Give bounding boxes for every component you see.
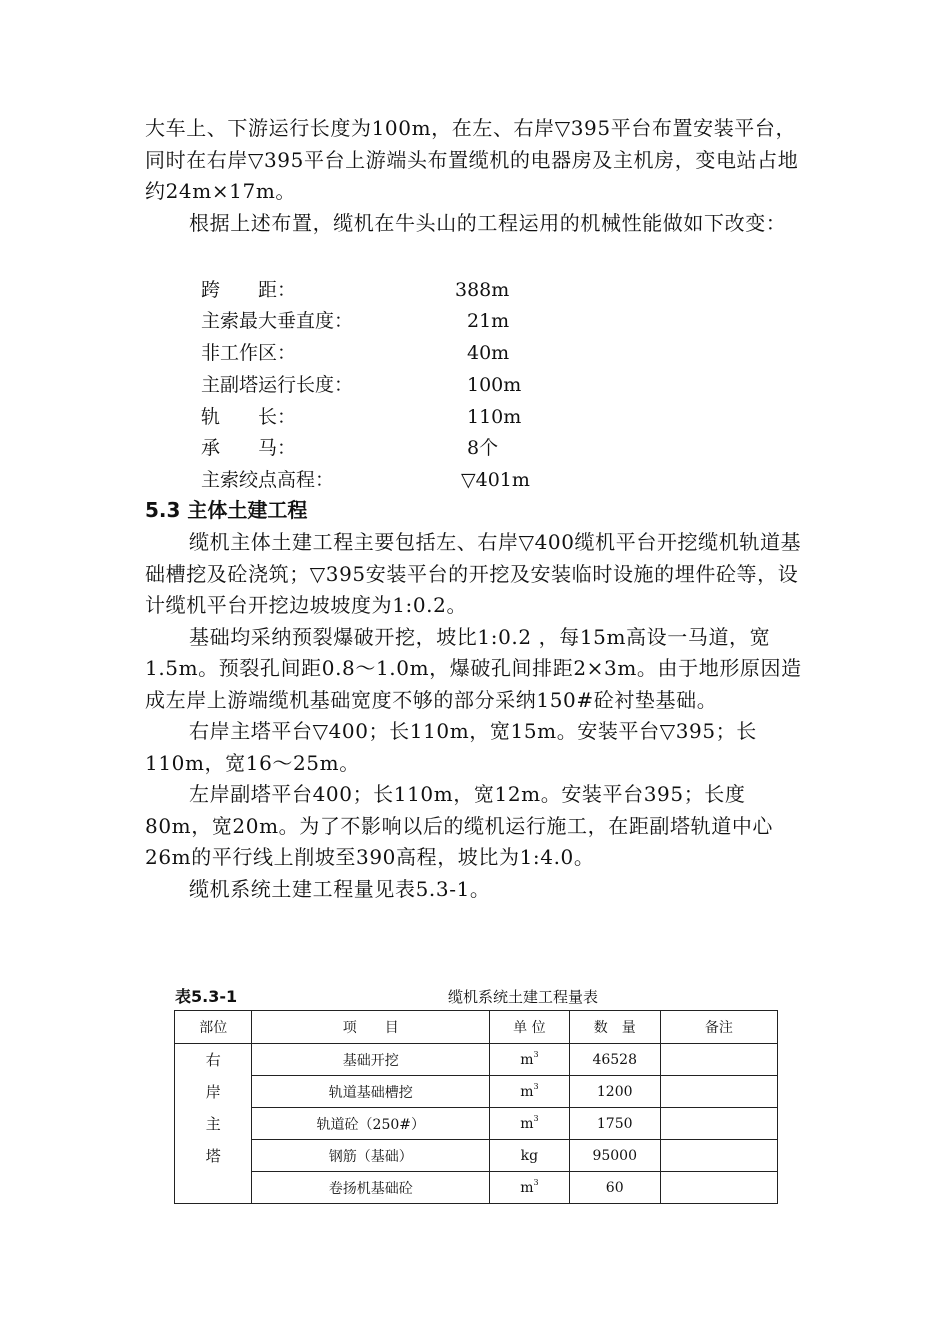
group-char: 右 bbox=[205, 1051, 221, 1069]
unit-text: m bbox=[520, 1179, 534, 1196]
table-number: 表5.3-1 bbox=[175, 987, 238, 1006]
intro-text bbox=[145, 113, 810, 239]
qty-cell: 60 bbox=[569, 1172, 660, 1204]
unit-text: kg bbox=[520, 1147, 539, 1164]
table-row bbox=[175, 1108, 778, 1140]
spec-value: ▽401m bbox=[461, 469, 530, 491]
spec-label: 主索绞点高程： bbox=[201, 469, 335, 491]
item-cell: 轨道基础槽挖 bbox=[252, 1076, 490, 1108]
paragraph-performance-intro: 根据上述布置，缆机在牛头山的工程运用的机械性能做如下改变： bbox=[189, 210, 787, 235]
header-cell: 项 目 bbox=[252, 1011, 490, 1044]
unit-text: m bbox=[520, 1083, 534, 1100]
qty-cell: 1750 bbox=[569, 1108, 660, 1140]
note-cell bbox=[660, 1044, 777, 1076]
paragraph-scope: 缆机主体土建工程主要包括左、右岸▽400缆机平台开挖缆机轨道基础槽挖及砼浇筑；▽395安装平台的开挖及安装临时设施的埋件砼等，设计缆机平台开挖边坡坡度为1:0.2。 bbox=[145, 530, 802, 617]
qty-cell: 46528 bbox=[569, 1044, 660, 1076]
spec-value: 40m bbox=[467, 342, 510, 364]
unit-sup: 3 bbox=[533, 1049, 539, 1059]
spec-label: 承 马： bbox=[201, 437, 297, 459]
note-cell bbox=[660, 1108, 777, 1140]
unit-text: m bbox=[520, 1115, 534, 1132]
table-row bbox=[175, 1076, 778, 1108]
qty-cell: 1200 bbox=[569, 1076, 660, 1108]
paragraph-table-ref: 缆机系统土建工程量见表5.3-1。 bbox=[189, 876, 491, 901]
spec-label: 跨 距： bbox=[201, 279, 297, 301]
header-cell: 备注 bbox=[660, 1011, 777, 1044]
paragraph-trolley-layout: 大车上、下游运行长度为100m，在左、右岸▽395平台布置安装平台，同时在右岸▽395平台上游端头布置缆机的电器房及主机房，变电站占地约24m×17m。 bbox=[145, 116, 799, 203]
paragraph-left-bank: 左岸副塔平台400；长110m，宽12m。安装平台395；长度80m，宽20m。为了不影响以后的缆机运行施工，在距副塔轨道中心26m的平行线上削坡至390高程，坡比为1:4.0。 bbox=[145, 782, 774, 869]
unit-cell bbox=[490, 1172, 570, 1204]
note-cell bbox=[660, 1172, 777, 1204]
unit-cell bbox=[490, 1076, 570, 1108]
group-cell bbox=[175, 1044, 252, 1204]
unit-cell bbox=[490, 1108, 570, 1140]
spec-label: 轨 长： bbox=[201, 406, 297, 428]
note-cell bbox=[660, 1076, 777, 1108]
section-heading: 5.3 主体土建工程 bbox=[145, 498, 308, 522]
spec-value: 110m bbox=[467, 406, 522, 428]
unit-cell bbox=[490, 1140, 570, 1172]
header-cell: 单 位 bbox=[490, 1011, 570, 1044]
spec-value: 100m bbox=[467, 374, 522, 396]
spec-label: 主副塔运行长度： bbox=[201, 374, 354, 396]
table-header-row bbox=[175, 1011, 778, 1044]
table-title: 缆机系统土建工程量表 bbox=[448, 988, 599, 1006]
unit-text: m bbox=[520, 1051, 534, 1068]
table-row bbox=[175, 1172, 778, 1204]
quantity-table bbox=[174, 1010, 778, 1204]
header-cell: 数 量 bbox=[569, 1011, 660, 1044]
group-char: 塔 bbox=[205, 1147, 221, 1165]
item-cell: 轨道砼（250#） bbox=[252, 1108, 490, 1140]
note-cell bbox=[660, 1140, 777, 1172]
item-cell: 卷扬机基础砼 bbox=[252, 1172, 490, 1204]
unit-cell bbox=[490, 1044, 570, 1076]
group-char: 岸 bbox=[205, 1083, 221, 1101]
item-cell: 钢筋（基础） bbox=[252, 1140, 490, 1172]
spec-value: 21m bbox=[467, 310, 510, 332]
item-cell: 基础开挖 bbox=[252, 1044, 490, 1076]
spec-label: 主索最大垂直度： bbox=[201, 310, 354, 332]
header-cell: 部位 bbox=[175, 1011, 252, 1044]
group-char: 主 bbox=[205, 1115, 221, 1133]
table-row bbox=[175, 1140, 778, 1172]
paragraph-blasting: 基础均采纳预裂爆破开挖，坡比1:0.2 ，每15m高设一马道，宽1.5m。预裂孔间距0.8～1.0m，爆破孔间排距2×3m。由于地形原因造成左岸上游端缆机基础宽度不够的部分采纳150#砼衬垫基础。 bbox=[145, 624, 802, 712]
qty-cell: 95000 bbox=[569, 1140, 660, 1172]
spec-label: 非工作区： bbox=[201, 342, 297, 364]
unit-sup: 3 bbox=[533, 1113, 539, 1123]
body-text bbox=[145, 527, 810, 905]
spec-value: 8个 bbox=[467, 437, 499, 459]
table-row bbox=[175, 1044, 778, 1076]
unit-sup: 3 bbox=[533, 1081, 539, 1091]
paragraph-right-bank: 右岸主塔平台▽400；长110m，宽15m。安装平台▽395；长110m，宽16～25m。 bbox=[145, 719, 757, 775]
unit-sup: 3 bbox=[533, 1177, 539, 1187]
spec-value: 388m bbox=[455, 279, 510, 301]
